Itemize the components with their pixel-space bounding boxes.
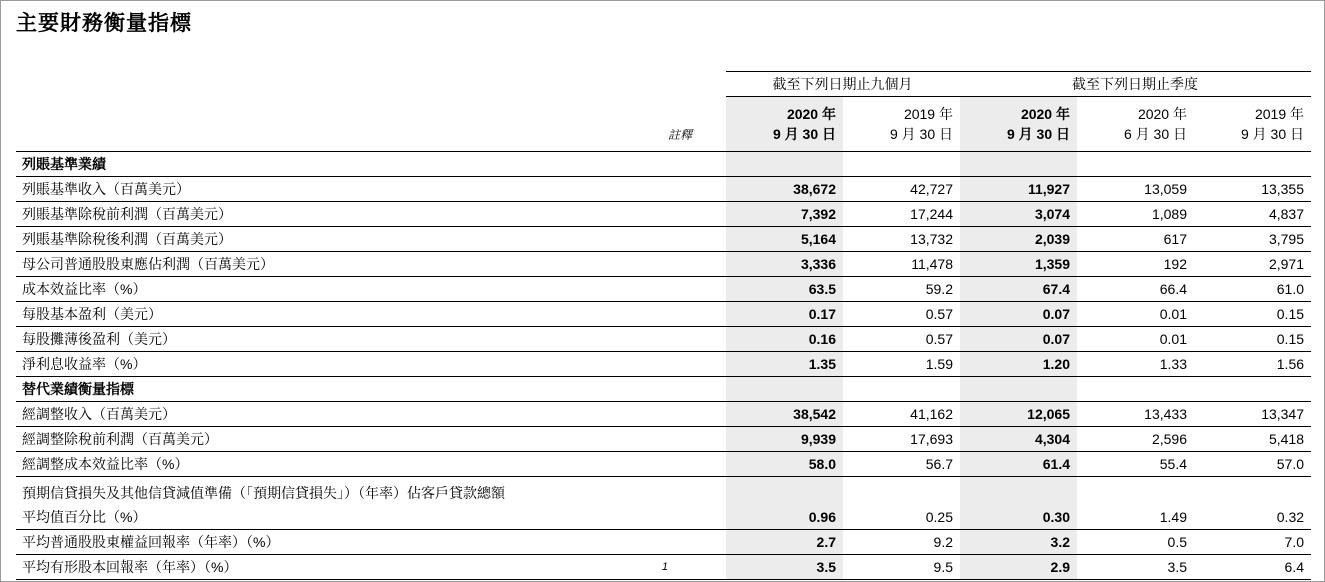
value-cell: 4,304 xyxy=(960,426,1077,451)
value-cell: 59.2 xyxy=(843,276,960,301)
value-cell: 0.57 xyxy=(843,326,960,351)
table-row xyxy=(16,529,1311,554)
value-cell: 67.4 xyxy=(960,276,1077,301)
value-cell: 11,927 xyxy=(960,176,1077,201)
column-group-header-row xyxy=(16,72,1311,97)
row-label: 列賬基準除稅後利潤（百萬美元） xyxy=(16,226,600,251)
value-cell: 0.57 xyxy=(843,301,960,326)
column-header-row xyxy=(16,97,1311,152)
row-note xyxy=(600,301,726,326)
row-label: 平均普通股股東權益回報率（年率）（%） xyxy=(16,529,600,554)
section-title: 列賬基準業績 xyxy=(16,151,600,176)
value-cell: 66.4 xyxy=(1077,276,1194,301)
table-row xyxy=(16,251,1311,276)
value-cell: 3,336 xyxy=(726,251,843,276)
value-cell: 1,089 xyxy=(1077,201,1194,226)
value-cell: 0.01 xyxy=(1077,326,1194,351)
value-cell: 5,418 xyxy=(1194,426,1311,451)
value-cell: 3.5 xyxy=(1077,554,1194,579)
column-header xyxy=(726,97,843,152)
row-note xyxy=(600,226,726,251)
column-header xyxy=(1194,97,1311,152)
row-note: 1 xyxy=(600,554,726,579)
value-cell: 1.49 xyxy=(1077,476,1194,529)
row-note xyxy=(600,451,726,476)
row-label: 每股攤薄後盈利（美元） xyxy=(16,326,600,351)
column-header-year: 2020 年 xyxy=(1020,105,1070,122)
value-cell: 2,596 xyxy=(1077,426,1194,451)
value-cell: 0.15 xyxy=(1194,326,1311,351)
row-note xyxy=(600,201,726,226)
value-cell: 5,164 xyxy=(726,226,843,251)
value-cell: 0.30 xyxy=(960,476,1077,529)
value-cell: 0.07 xyxy=(960,301,1077,326)
table-row xyxy=(16,426,1311,451)
row-note xyxy=(600,426,726,451)
column-header xyxy=(843,97,960,152)
value-cell: 2,039 xyxy=(960,226,1077,251)
value-cell: 0.16 xyxy=(726,326,843,351)
value-cell: 56.7 xyxy=(843,451,960,476)
value-cell: 617 xyxy=(1077,226,1194,251)
value-cell: 3,795 xyxy=(1194,226,1311,251)
value-cell: 13,355 xyxy=(1194,176,1311,201)
table-row xyxy=(16,351,1311,376)
value-cell: 61.0 xyxy=(1194,276,1311,301)
table-row xyxy=(16,301,1311,326)
value-cell: 12,065 xyxy=(960,401,1077,426)
value-cell: 38,672 xyxy=(726,176,843,201)
row-label-line2: 平均值百分比（%） xyxy=(22,508,147,525)
column-header-year: 2020 年 xyxy=(786,105,836,122)
row-note xyxy=(600,476,726,529)
value-cell: 3.2 xyxy=(960,529,1077,554)
value-cell: 192 xyxy=(1077,251,1194,276)
row-note xyxy=(600,276,726,301)
value-cell: 17,244 xyxy=(843,201,960,226)
row-label: 經調整成本效益比率（%） xyxy=(16,451,600,476)
row-label: 平均有形股本回報率（年率）（%） xyxy=(16,554,600,579)
value-cell: 7,392 xyxy=(726,201,843,226)
row-note xyxy=(600,176,726,201)
row-note xyxy=(600,529,726,554)
value-cell: 1.33 xyxy=(1077,351,1194,376)
row-label: 列賬基準除稅前利潤（百萬美元） xyxy=(16,201,600,226)
column-header-date: 6 月 30 日 xyxy=(1123,125,1187,142)
row-label-line1: 預期信貸損失及其他信貸減值準備（「預期信貸損失」）（年率）佔客戶貸款總額 xyxy=(22,484,505,501)
row-label: 成本效益比率（%） xyxy=(16,276,600,301)
section-title: 替代業績衡量指標 xyxy=(16,376,600,401)
value-cell: 9,939 xyxy=(726,426,843,451)
value-cell: 41,162 xyxy=(843,401,960,426)
column-header-year: 2020 年 xyxy=(1137,105,1187,122)
table-row xyxy=(16,176,1311,201)
column-header xyxy=(960,97,1077,152)
row-label: 每股基本盈利（美元） xyxy=(16,301,600,326)
row-label: 列賬基準收入（百萬美元） xyxy=(16,176,600,201)
group-header-quarter: 截至下列日期止季度 xyxy=(960,72,1311,97)
value-cell: 4,837 xyxy=(1194,201,1311,226)
value-cell: 55.4 xyxy=(1077,451,1194,476)
table-row xyxy=(16,226,1311,251)
page-title: 主要財務衡量指標 xyxy=(16,12,192,35)
value-cell: 9.2 xyxy=(843,529,960,554)
value-cell: 1.56 xyxy=(1194,351,1311,376)
row-label xyxy=(16,476,600,529)
table-row xyxy=(16,554,1311,579)
row-note xyxy=(600,251,726,276)
row-note xyxy=(600,401,726,426)
value-cell: 2.9 xyxy=(960,554,1077,579)
row-note xyxy=(600,351,726,376)
row-label: 經調整除稅前利潤（百萬美元） xyxy=(16,426,600,451)
value-cell: 1,359 xyxy=(960,251,1077,276)
value-cell: 13,732 xyxy=(843,226,960,251)
value-cell: 0.01 xyxy=(1077,301,1194,326)
value-cell: 0.96 xyxy=(726,476,843,529)
value-cell: 42,727 xyxy=(843,176,960,201)
value-cell: 63.5 xyxy=(726,276,843,301)
value-cell: 6.4 xyxy=(1194,554,1311,579)
table-row xyxy=(16,326,1311,351)
column-header-date: 9 月 30 日 xyxy=(1006,125,1070,142)
value-cell: 9.5 xyxy=(843,554,960,579)
column-header-year: 2019 年 xyxy=(903,105,953,122)
section-header-row xyxy=(16,376,1311,401)
value-cell: 3,074 xyxy=(960,201,1077,226)
value-cell: 58.0 xyxy=(726,451,843,476)
table-row xyxy=(16,451,1311,476)
value-cell: 2,971 xyxy=(1194,251,1311,276)
row-label: 經調整收入（百萬美元） xyxy=(16,401,600,426)
column-header xyxy=(1077,97,1194,152)
table-row xyxy=(16,201,1311,226)
note-column-header: 註釋 xyxy=(600,97,726,152)
column-header-date: 9 月 30 日 xyxy=(1240,125,1305,142)
value-cell: 1.20 xyxy=(960,351,1077,376)
table-row xyxy=(16,476,1311,529)
table-row xyxy=(16,401,1311,426)
value-cell: 13,433 xyxy=(1077,401,1194,426)
section-header-row xyxy=(16,151,1311,176)
value-cell: 0.5 xyxy=(1077,529,1194,554)
value-cell: 13,347 xyxy=(1194,401,1311,426)
value-cell: 57.0 xyxy=(1194,451,1311,476)
value-cell: 17,693 xyxy=(843,426,960,451)
value-cell: 3.5 xyxy=(726,554,843,579)
group-header-nine-months: 截至下列日期止九個月 xyxy=(726,72,960,97)
value-cell: 0.25 xyxy=(843,476,960,529)
value-cell: 0.32 xyxy=(1194,476,1311,529)
financial-metrics-table xyxy=(16,71,1311,580)
value-cell: 0.15 xyxy=(1194,301,1311,326)
value-cell: 0.07 xyxy=(960,326,1077,351)
value-cell: 11,478 xyxy=(843,251,960,276)
value-cell: 7.0 xyxy=(1194,529,1311,554)
value-cell: 38,542 xyxy=(726,401,843,426)
value-cell: 2.7 xyxy=(726,529,843,554)
value-cell: 1.59 xyxy=(843,351,960,376)
value-cell: 13,059 xyxy=(1077,176,1194,201)
row-label: 淨利息收益率（%） xyxy=(16,351,600,376)
column-header-date: 9 月 30 日 xyxy=(889,125,953,142)
column-header-date: 9 月 30 日 xyxy=(772,125,836,142)
column-header-year: 2019 年 xyxy=(1254,105,1305,122)
row-note xyxy=(600,326,726,351)
value-cell: 61.4 xyxy=(960,451,1077,476)
value-cell: 0.17 xyxy=(726,301,843,326)
row-label: 母公司普通股股東應佔利潤（百萬美元） xyxy=(16,251,600,276)
value-cell: 1.35 xyxy=(726,351,843,376)
table-row xyxy=(16,276,1311,301)
